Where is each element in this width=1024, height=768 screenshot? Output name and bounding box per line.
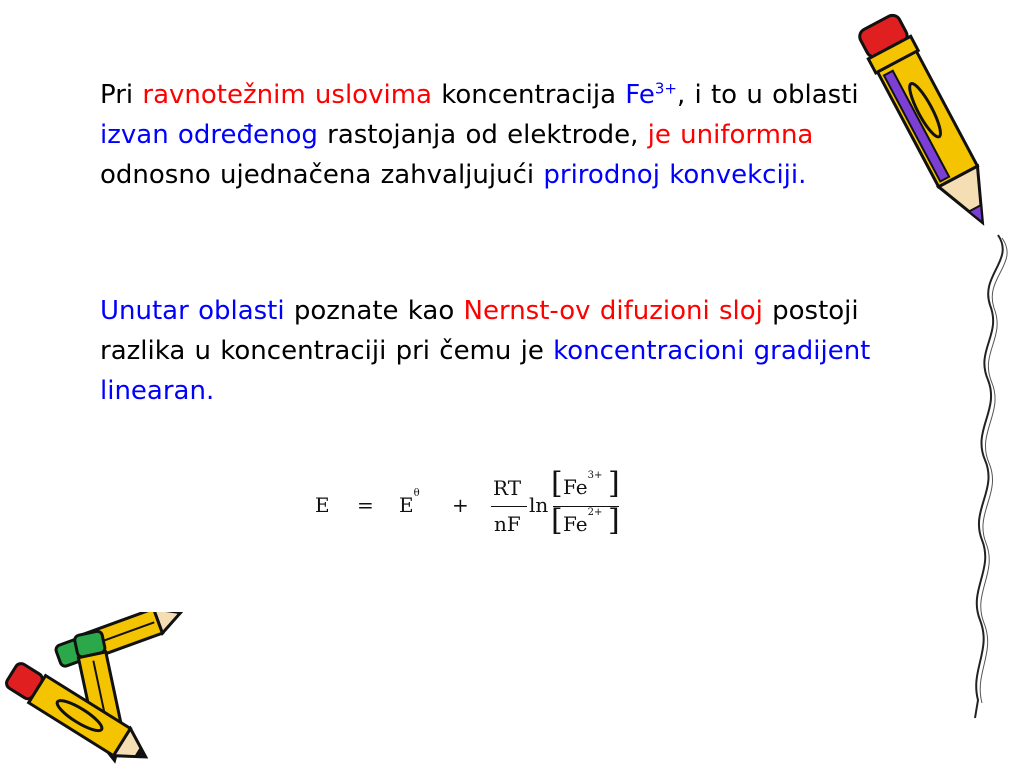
formula-denominator-nf: nF	[494, 512, 521, 536]
p2-text-1: poznate kao	[284, 296, 464, 326]
formula-plus: +	[452, 493, 469, 517]
p1-text-3: , i to u oblasti	[676, 80, 859, 110]
formula-top-right-bracket: ]	[608, 466, 620, 501]
paragraph-2	[100, 291, 890, 411]
p1-fe-ion	[625, 80, 677, 110]
p1-fe-symbol: Fe	[625, 80, 655, 110]
formula-bottom-species: $Fe^{2+}$	[563, 507, 603, 536]
p1-highlight-ravnoteznim: ravnotežnim uslovima	[142, 80, 432, 110]
formula-top-species: $Fe^{3+}$	[563, 470, 603, 499]
formula-bottom-right-bracket: ]	[608, 503, 620, 538]
formula-lhs: E	[315, 493, 330, 517]
p2-text-2: postoji razlika u koncentraciji pri čemu je	[100, 296, 859, 366]
p1-highlight-izvan: izvan određenog	[100, 120, 318, 150]
p1-fe-charge: 3+	[654, 79, 677, 98]
formula-bottom-left-bracket: [	[551, 503, 563, 538]
p1-highlight-uniformna: je uniformna	[647, 120, 814, 150]
p1-highlight-konvekciji: prirodnoj konvekciji.	[543, 160, 807, 190]
p1-text-5: odnosno ujednačena zahvaljujući	[100, 160, 544, 190]
formula-standard-potential: $E^\theta$	[399, 488, 420, 517]
formula-equals: =	[357, 493, 374, 517]
p1-text-2: koncentracija	[431, 80, 626, 110]
wavy-line-decoration	[960, 230, 1024, 720]
p1-text-1: Pri	[100, 80, 143, 110]
formula-fraction-bar	[491, 506, 527, 507]
p1-text-4: rastojanja od elektrode,	[317, 120, 648, 150]
p2-highlight-unutar: Unutar oblasti	[100, 296, 285, 326]
nernst-equation	[315, 466, 635, 543]
formula-numerator-rt: RT	[493, 476, 522, 500]
paragraph-1	[100, 75, 890, 195]
p2-highlight-nernst: Nernst-ov difuzioni sloj	[463, 296, 763, 326]
formula-ln: ln	[529, 493, 549, 517]
pencils-bottom-left-icon	[0, 612, 215, 768]
p2-highlight-gradijent: koncentracioni gradijent linearan.	[100, 336, 871, 406]
pencil-top-right-icon	[858, 0, 998, 245]
formula-top-left-bracket: [	[551, 466, 563, 501]
